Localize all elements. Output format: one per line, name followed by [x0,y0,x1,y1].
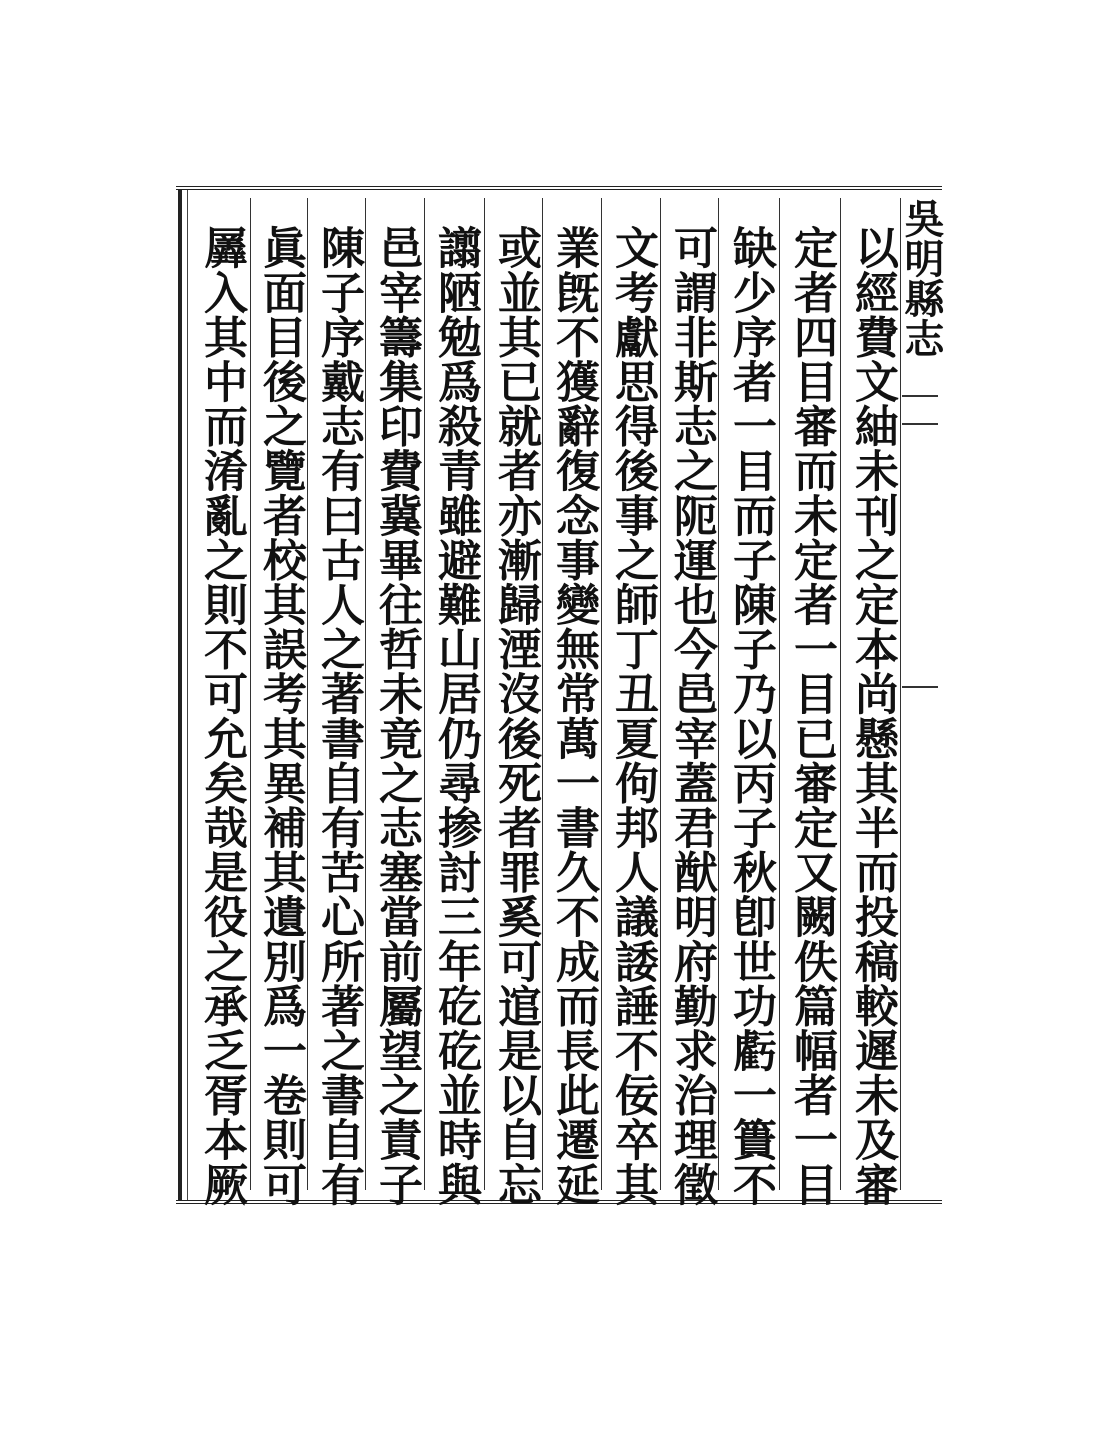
text-column-1: 以經費文紬未刊之定本尚懸其半而投稿較遲未及審 [847,225,898,1207]
gutter-tick-mark [902,686,938,688]
text-column-4: 可謂非斯志之阨運也今邑宰蓋君猷明府勤求治理徵 [666,225,717,1207]
text-column-5: 文考獻思得後事之師丁丑夏佝邦人議諉諈不佞卒其 [607,225,658,1207]
text-column-8: 譾陋勉爲殺青雖避難山居仍尋掺討三年矻矻並時與 [430,225,481,1207]
text-column-7: 或並其已就者亦漸歸湮沒後死者罪奚可逭是以自忘 [490,225,541,1207]
text-column-12: 羼入其中而淆亂之則不可允矣哉是役之承乏胥本厥 [196,225,247,1207]
text-column-9: 邑宰籌集印費冀畢往哲未竟之志塞當前屬望之責子 [371,225,422,1207]
text-column-3: 缺少序者一目而子陳子乃以丙子秋卽世功虧一簣不 [725,225,776,1207]
left-border-rule [178,190,188,1200]
text-column-6: 業旣不獲辭復念事變無常萬一書久不成而長此遷延 [548,225,599,1207]
text-column-10: 陳子序戴志有曰古人之著書自有苦心所著之書自有 [313,225,364,1207]
text-column-11: 眞面目後之覽者校其誤考其異補其遺別爲一卷則可 [255,225,306,1207]
fishtail-mark [902,395,938,425]
text-column-2: 定者四目審而未定者一目已審定又闕佚篇幅者一目 [786,225,837,1207]
book-title-gutter: 吳明縣志 [898,198,945,358]
